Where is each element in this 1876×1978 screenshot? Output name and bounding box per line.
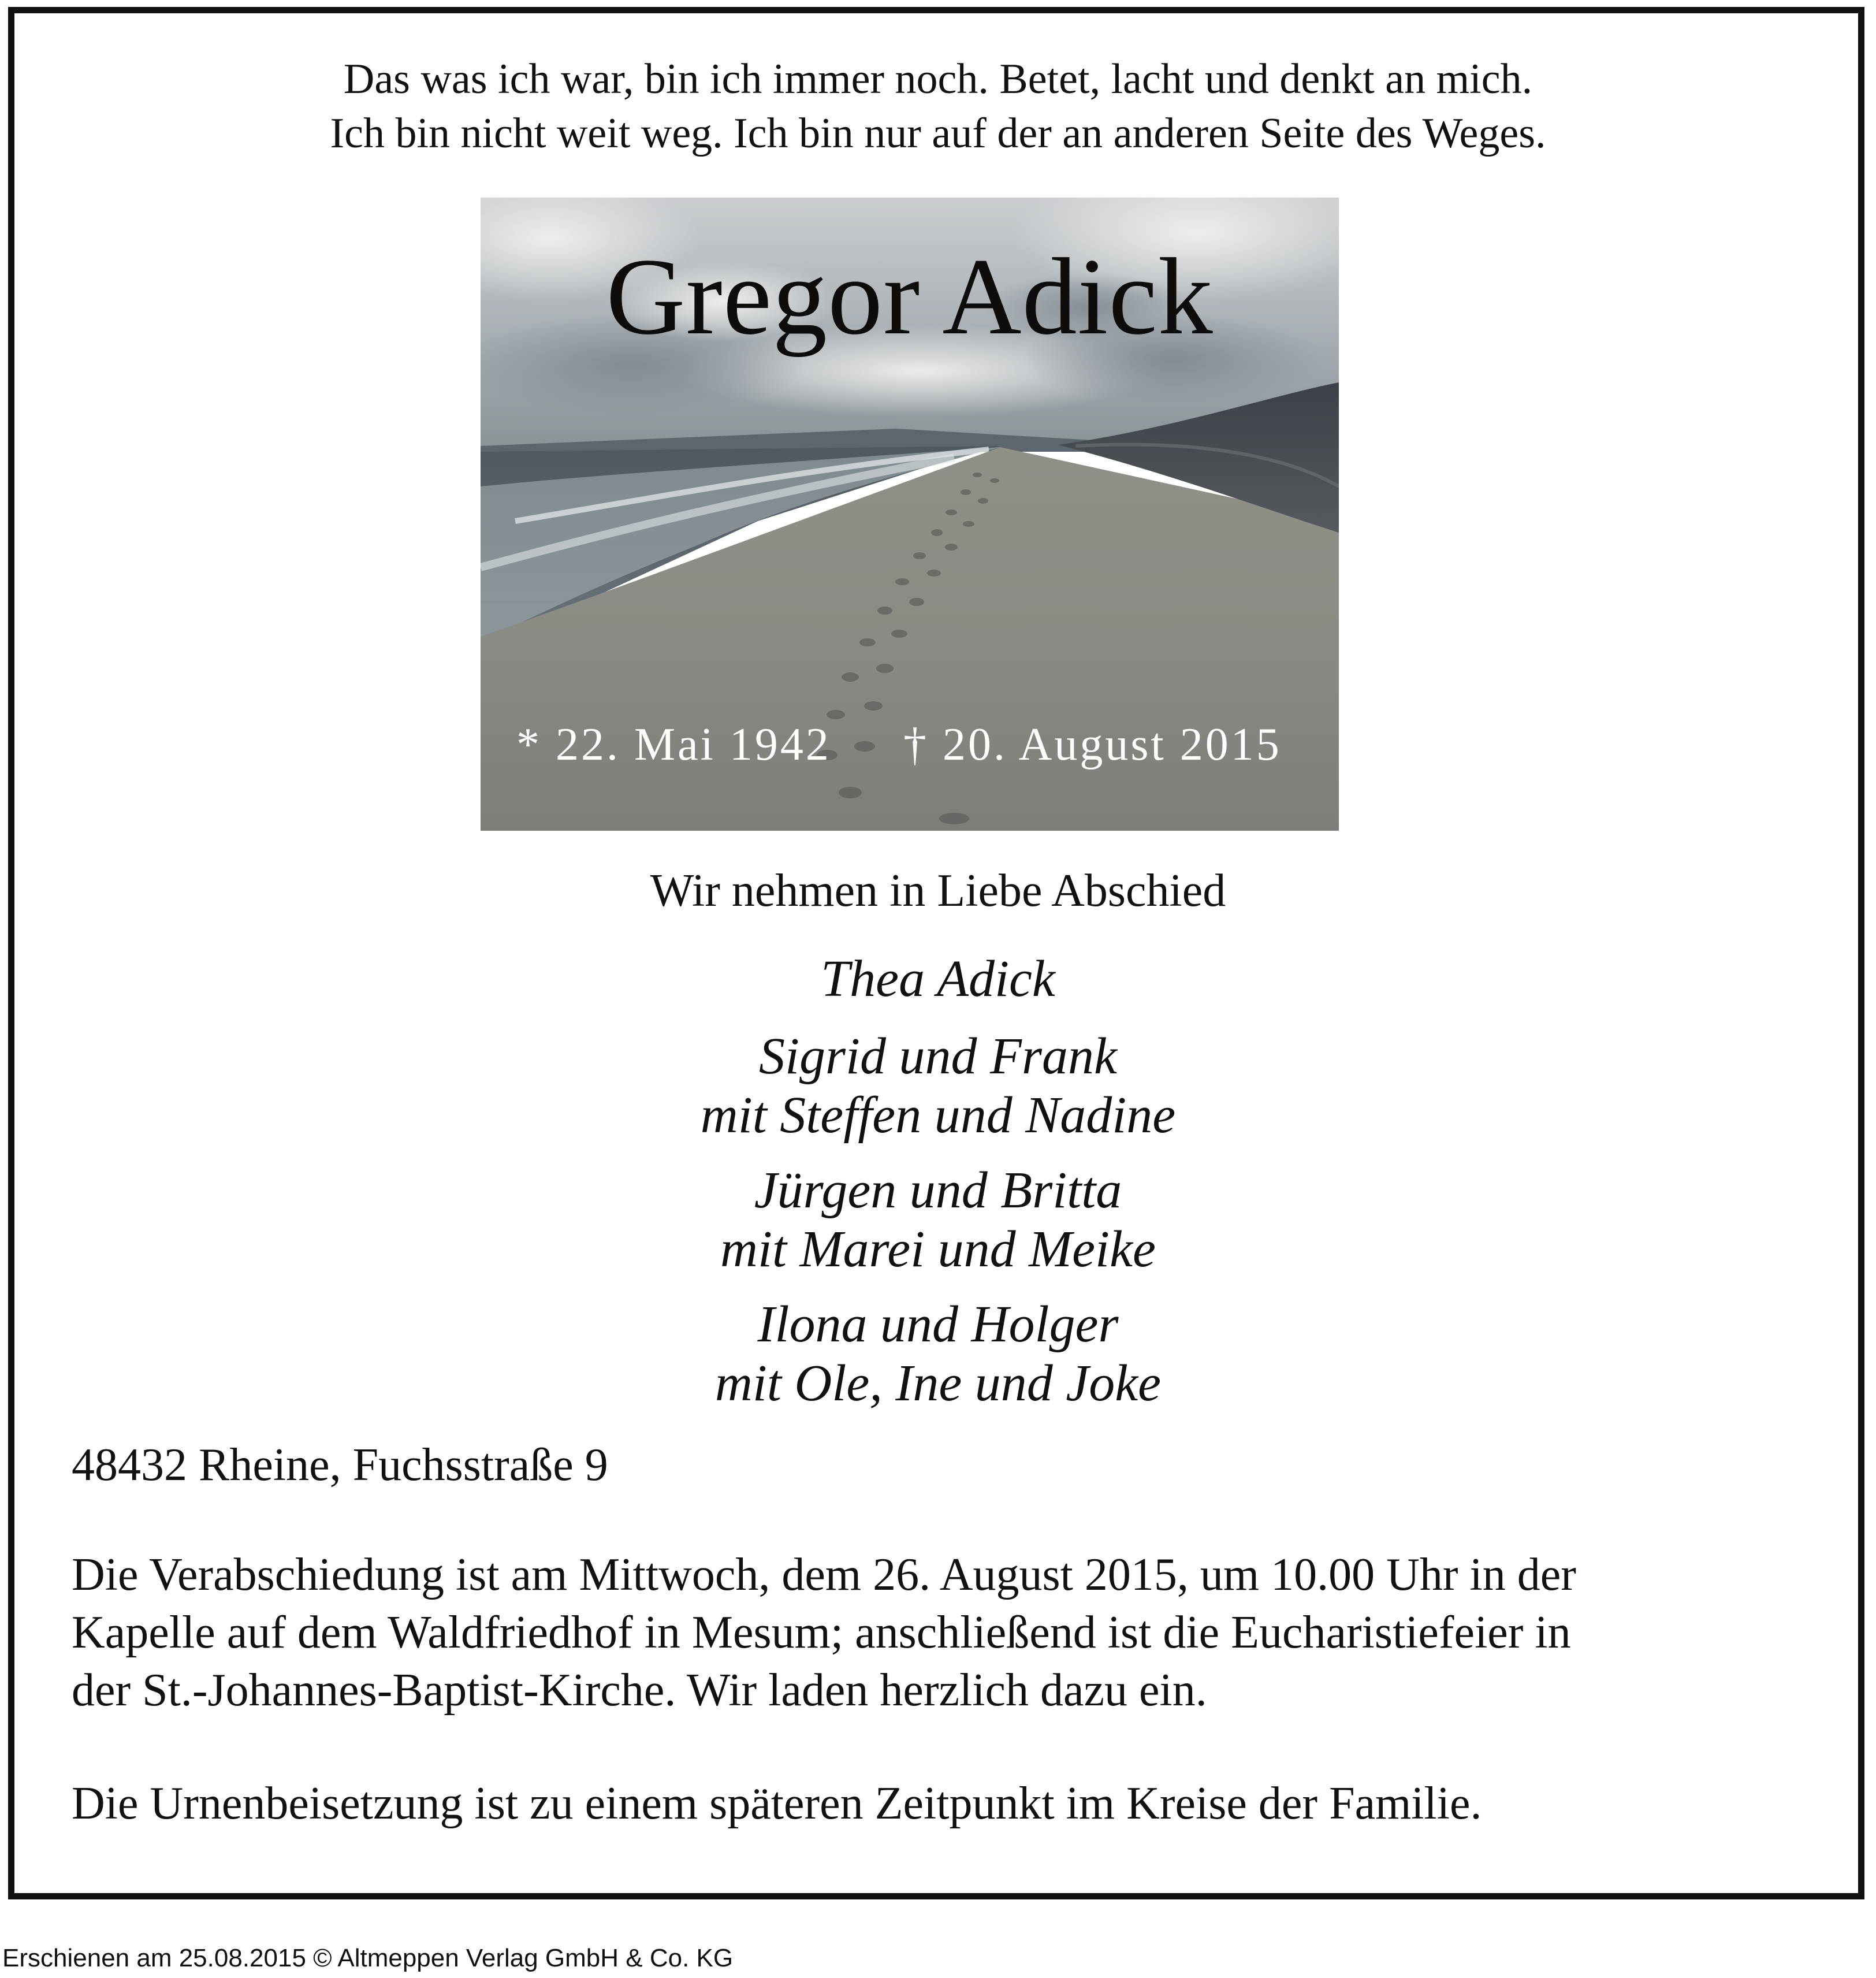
mourner-line: Sigrid und Frank [759, 1028, 1117, 1085]
farewell-line: Wir nehmen in Liebe Abschied [650, 865, 1226, 916]
service-info-line: der St.-Johannes-Baptist-Kirche. Wir laden herzlich dazu ein. [72, 1665, 1207, 1716]
beach-photo [481, 198, 1339, 831]
mourner-line: Jürgen und Britta [754, 1162, 1122, 1219]
motto-line-1: Das was ich war, bin ich immer noch. Betet, lacht und denkt an mich. [343, 55, 1533, 103]
motto-line-2: Ich bin nicht weit weg. Ich bin nur auf der an anderen Seite des Weges. [330, 110, 1546, 157]
urn-burial-note: Die Urnenbeisetzung ist zu einem späteren Zeitpunkt im Kreise der Familie. [72, 1778, 1482, 1829]
birth-date: * 22. Mai 1942 [516, 719, 831, 770]
deceased-name: Gregor Adick [606, 236, 1214, 358]
mourner-line: Thea Adick [821, 950, 1055, 1007]
mourner-line: mit Ole, Ine und Joke [714, 1355, 1162, 1412]
publication-footer: Erschienen am 25.08.2015 © Altmeppen Verlag GmbH & Co. KG [2, 1944, 734, 1972]
death-date: † 20. August 2015 [903, 719, 1282, 770]
mourner-line: Ilona und Holger [757, 1296, 1119, 1353]
family-address: 48432 Rheine, Fuchsstraße 9 [72, 1440, 608, 1490]
mourner-line: mit Steffen und Nadine [700, 1087, 1176, 1144]
service-info-line: Die Verabschiedung ist am Mittwoch, dem 26. August 2015, um 10.00 Uhr in der [72, 1549, 1576, 1600]
service-info-line: Kapelle auf dem Waldfriedhof in Mesum; anschließend ist die Eucharistiefeier in [72, 1607, 1571, 1658]
mourner-line: mit Marei und Meike [720, 1221, 1156, 1278]
